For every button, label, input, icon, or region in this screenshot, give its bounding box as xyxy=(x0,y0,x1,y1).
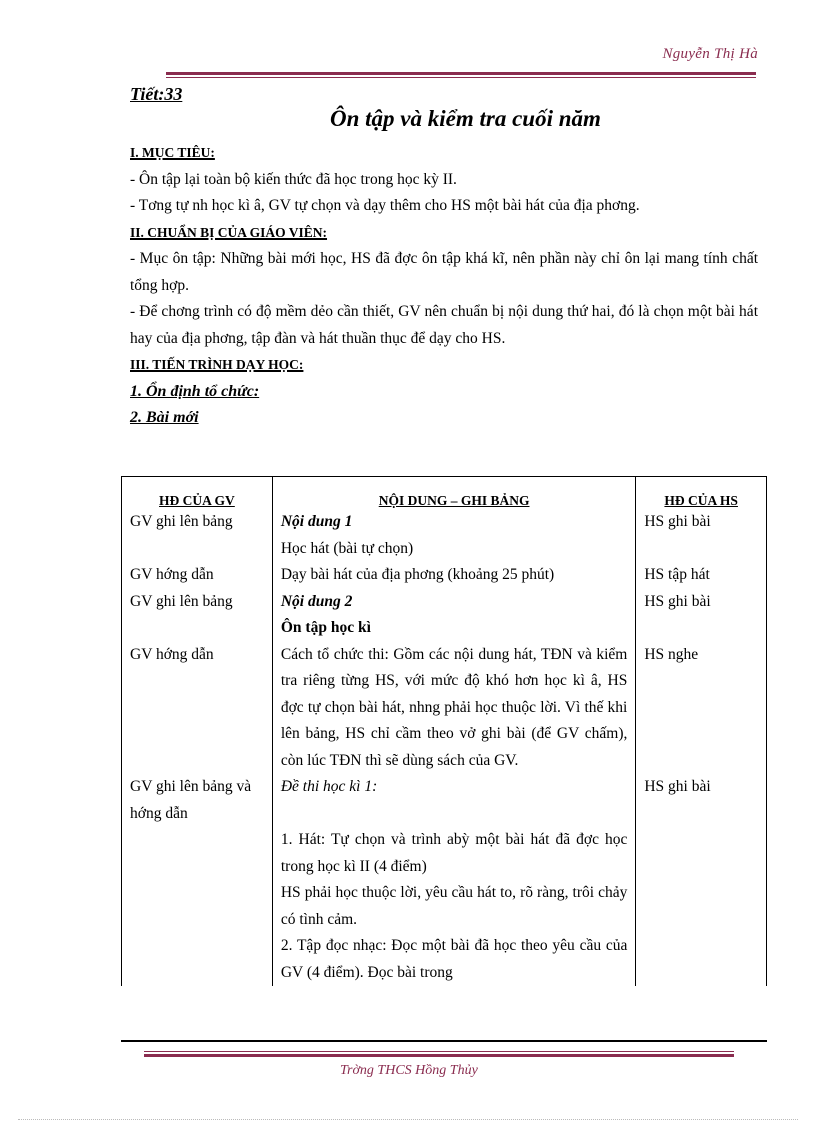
table-row xyxy=(122,536,767,563)
cell-content: Nội dung 2 xyxy=(272,589,636,616)
cell-student xyxy=(636,933,767,986)
column-header-content: NỘI DUNG – GHI BẢNG xyxy=(272,477,636,510)
cell-content: Cách tổ chức thi: Gồm các nội dung hát, TĐN và kiểm tra riêng từng HS, với mức độ khó hơn học kì â, HS đợc tự chọn bài hát, nhng phải học thuộc lời. Vì thế khi lên bảng, HS chỉ cầm theo vở ghi bài (để GV chấm), còn lúc TĐN thì sẽ dùng sách của GV. xyxy=(272,642,636,775)
cell-student: HS nghe xyxy=(636,642,767,775)
subheading-new-lesson: 2. Bài mới xyxy=(130,409,199,426)
cell-teacher xyxy=(122,827,273,880)
paragraph: - Tơng tự nh học kì â, GV tự chọn và dạy thêm cho HS một bài hát của địa phơng. xyxy=(130,197,640,214)
header-author: Nguyễn Thị Hà xyxy=(662,46,758,62)
paragraph: - Mục ôn tập: Những bài mới học, HS đã đợc ôn tập khá kĩ, nên phần này chỉ ôn lại mang tính chất tổng hợp. xyxy=(130,250,758,294)
table-header-row xyxy=(122,477,767,510)
footer-rule xyxy=(144,1051,734,1057)
page-bottom-divider xyxy=(18,1119,798,1120)
cell-teacher: GV ghi lên bảng xyxy=(122,589,273,616)
table-bottom-border xyxy=(121,1040,767,1042)
cell-teacher xyxy=(122,536,273,563)
cell-teacher: GV hớng dẫn xyxy=(122,562,273,589)
cell-content: 1. Hát: Tự chọn và trình abỳ một bài hát đã đợc học trong học kì II (4 điểm) xyxy=(272,827,636,880)
table-row xyxy=(122,562,767,589)
footer-school: Trờng THCS Hồng Thủy xyxy=(340,1063,478,1078)
cell-student xyxy=(636,880,767,933)
cell-teacher: GV hớng dẫn xyxy=(122,642,273,775)
section-heading-objectives: I. MỤC TIÊU: xyxy=(130,145,215,160)
paragraph: - Ôn tập lại toàn bộ kiến thức đã học trong học kỳ II. xyxy=(130,170,457,188)
cell-student: HS ghi bài xyxy=(636,589,767,616)
header-rule xyxy=(166,72,756,78)
table-row xyxy=(122,615,767,642)
table-row xyxy=(122,509,767,536)
document-body xyxy=(130,140,758,432)
table-row xyxy=(122,642,767,775)
cell-student xyxy=(636,615,767,642)
cell-teacher: GV ghi lên bảng xyxy=(122,509,273,536)
column-header-student: HĐ CỦA HS xyxy=(636,477,767,510)
table-row xyxy=(122,933,767,986)
section-heading-preparation: II. CHUẨN BỊ CỦA GIÁO VIÊN: xyxy=(130,224,328,240)
table-row xyxy=(122,880,767,933)
cell-content: Dạy bài hát của địa phơng (khoảng 25 phút) xyxy=(272,562,636,589)
cell-content: Nội dung 1 xyxy=(272,509,636,536)
cell-content: HS phải học thuộc lời, yêu cầu hát to, rõ ràng, trôi chảy có tình cảm. xyxy=(272,880,636,933)
lesson-plan-table xyxy=(121,476,767,986)
table-row xyxy=(122,774,767,827)
cell-content: Đề thi học kì 1: xyxy=(272,774,636,827)
table-row xyxy=(122,827,767,880)
cell-student: HS ghi bài xyxy=(636,509,767,536)
cell-teacher xyxy=(122,880,273,933)
table-row xyxy=(122,589,767,616)
cell-student xyxy=(636,827,767,880)
cell-teacher xyxy=(122,933,273,986)
cell-content: Ôn tập học kì xyxy=(272,615,636,642)
cell-content: 2. Tập đọc nhạc: Đọc một bài đã học theo yêu cầu của GV (4 điểm). Đọc bài trong xyxy=(272,933,636,986)
cell-student xyxy=(636,536,767,563)
column-header-teacher: HĐ CỦA GV xyxy=(122,477,273,510)
subheading-organization: 1. Ổn định tổ chức: xyxy=(130,382,260,400)
cell-content: Học hát (bài tự chọn) xyxy=(272,536,636,563)
cell-student: HS tập hát xyxy=(636,562,767,589)
section-heading-process: III. TIẾN TRÌNH DẠY HỌC: xyxy=(130,357,304,372)
cell-student: HS ghi bài xyxy=(636,774,767,827)
page-title: Ôn tập và kiểm tra cuối năm xyxy=(330,106,601,131)
cell-teacher xyxy=(122,615,273,642)
cell-teacher: GV ghi lên bảng và hớng dẫn xyxy=(122,774,273,827)
paragraph: - Để chơng trình có độ mềm dẻo cần thiết, GV nên chuẩn bị nội dung thứ hai, đó là chọn một bài hát hay của địa phơng, tập đàn và hát thuần thục để dạy cho HS. xyxy=(130,303,758,347)
lesson-number: Tiết:33 xyxy=(130,84,183,104)
